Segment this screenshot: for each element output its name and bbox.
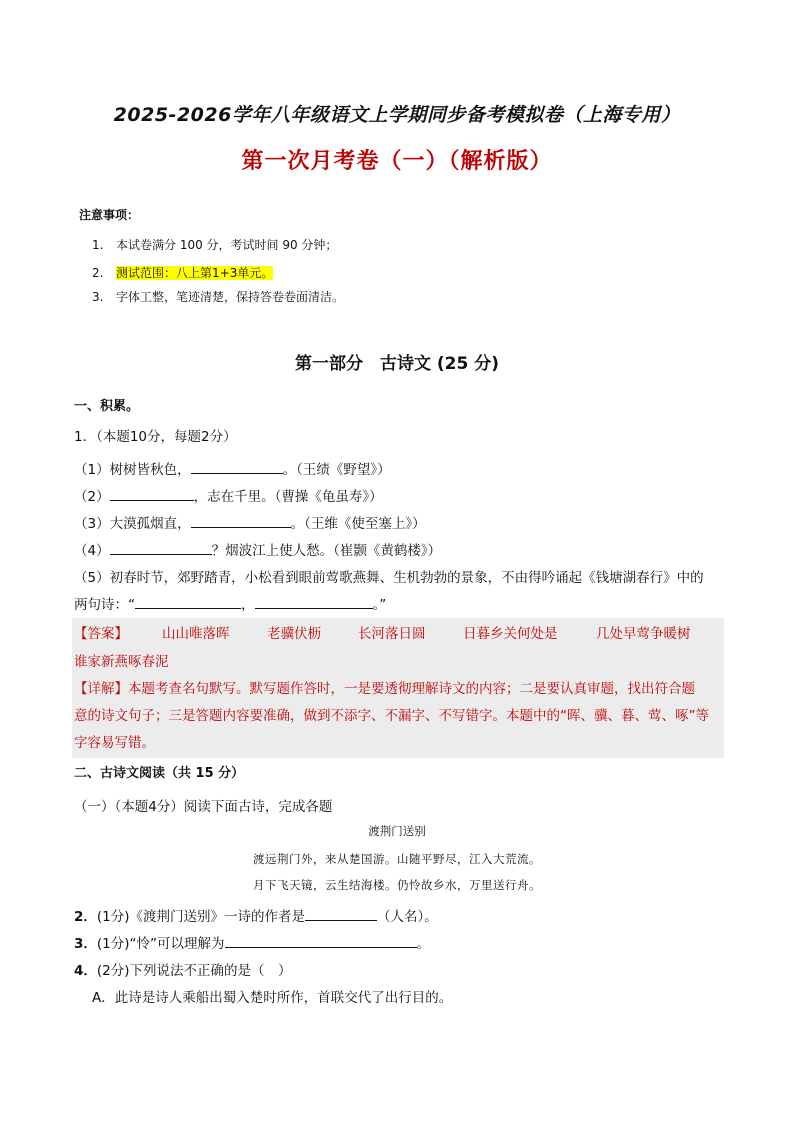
notice-item-text-highlighted: 测试范围：八上第1+3单元。 [116, 266, 274, 280]
question-number: 4． [74, 963, 97, 979]
poem-title: 渡荆门送别 [368, 824, 426, 838]
section-heading: 二、古诗文阅读（共 15 分） [74, 766, 245, 781]
fill-blank-separator: ， [241, 597, 255, 613]
fill-blank-suffix: ，志在千里。（曹操《龟虽寿》） [193, 489, 383, 505]
answer-line [74, 622, 128, 642]
fill-blank-suffix: ？烟波江上使人愁。（崔颢《黄鹤楼》） [211, 543, 442, 559]
detail-text: 意的诗文句子；三是答题内容要准确，做到不添字、不漏字、不写错字。本题中的“晖、骥、暮、莺、啄”等 [74, 708, 709, 724]
answer-blank[interactable] [255, 594, 373, 609]
question-line [74, 932, 430, 952]
section-heading: 一、积累。 [74, 399, 140, 414]
question-suffix: 。 [416, 936, 431, 952]
fill-blank-line [74, 458, 391, 478]
option-a: A．此诗是诗人乘船出蜀入楚时所作，首联交代了出行目的。 [92, 990, 453, 1006]
answer-item: 日暮乡关何处是 [463, 626, 558, 642]
answer-blank[interactable] [305, 906, 377, 921]
question-text: （5）初春时节，郊野踏青，小松看到眼前莺歌燕舞、生机勃勃的景象，不由得吟诵起《钱塘湖春行》中的 [74, 570, 704, 586]
fill-blank-line [74, 593, 386, 613]
exam-main-title: 2025-2026学年八年级语文上学期同步备考模拟卷（上海专用） [113, 104, 681, 126]
poem-line: 渡远荆门外，来从楚国游。山随平野尽，江入大荒流。 [253, 852, 541, 866]
answer-blank[interactable] [135, 594, 241, 609]
answer-item: 长河落日圆 [358, 626, 426, 642]
answer-item: 山山唯落晖 [162, 626, 230, 642]
question-line [74, 959, 292, 979]
question-intro [74, 425, 237, 445]
fill-blank-prefix: （3）大漠孤烟直， [74, 516, 191, 532]
question-text: (2分)下列说法不正确的是（ ） [96, 963, 292, 979]
question-text: (1分)“怜”可以理解为 [96, 936, 225, 952]
answer-label: 【答案】 [74, 626, 128, 642]
answer-blank[interactable] [110, 486, 194, 501]
notice-item-number: 1. [92, 238, 104, 252]
answer-blank[interactable] [191, 459, 283, 474]
question-suffix: （人名）。 [377, 909, 438, 925]
fill-blank-prefix: （1）树树皆秋色， [74, 462, 191, 478]
notice-heading: 注意事项： [79, 208, 140, 222]
answer-item: 谁家新燕啄春泥 [74, 654, 169, 670]
notice-item-number: 2. [92, 266, 104, 280]
question-number: 1． [74, 429, 97, 445]
fill-blank-suffix: 。（王绩《野望》） [282, 462, 391, 478]
fill-blank-suffix: 。（王维《使至塞上》） [290, 516, 426, 532]
notice-item [92, 288, 344, 305]
notice-item-text: 本试卷满分 100 分，考试时间 90 分钟； [116, 238, 338, 252]
question-text: (1分)《渡荆门送别》一诗的作者是 [96, 909, 306, 925]
fill-blank-line [74, 539, 441, 559]
fill-blank-prefix: （2） [74, 489, 110, 505]
question-number: 3． [74, 936, 97, 952]
poem-line: 月下飞天镜，云生结海楼。仍怜故乡水，万里送行舟。 [253, 878, 541, 892]
question-number: 2． [74, 909, 97, 925]
detail-label: 【详解】 [74, 681, 128, 697]
sub-section-heading: （一）（本题4分）阅读下面古诗，完成各题 [74, 799, 333, 815]
exam-sub-title: 第一次月考卷（一）（解析版） [241, 149, 553, 174]
answer-item: 几处早莺争暖树 [596, 626, 691, 642]
fill-blank-line [74, 512, 426, 532]
answer-item: 老骥伏枥 [267, 626, 321, 642]
notice-item [92, 264, 273, 281]
fill-blank-line [74, 485, 383, 505]
notice-item-text: 字体工整，笔迹清楚，保持答卷卷面清洁。 [116, 290, 345, 304]
answer-blank[interactable] [191, 513, 291, 528]
detail-text: 本题考查名句默写。默写题作答时，一是要透彻理解诗文的内容；二是要认真审题，找出符合题 [128, 681, 695, 697]
answer-blank[interactable] [110, 540, 212, 555]
notice-item [92, 236, 337, 253]
fill-blank-prefix: （4） [74, 543, 110, 559]
question-line [74, 905, 438, 925]
part-title: 第一部分 古诗文 (25 分) [294, 354, 500, 374]
fill-blank-prefix: 两句诗：“ [74, 597, 135, 613]
notice-item-number: 3. [92, 290, 104, 304]
fill-blank-suffix: 。” [372, 597, 387, 613]
detail-text: 字容易写错。 [74, 735, 155, 751]
answer-blank[interactable] [225, 933, 417, 948]
question-intro-text: （本题10分，每题2分） [96, 429, 237, 445]
detail-line [74, 677, 695, 697]
